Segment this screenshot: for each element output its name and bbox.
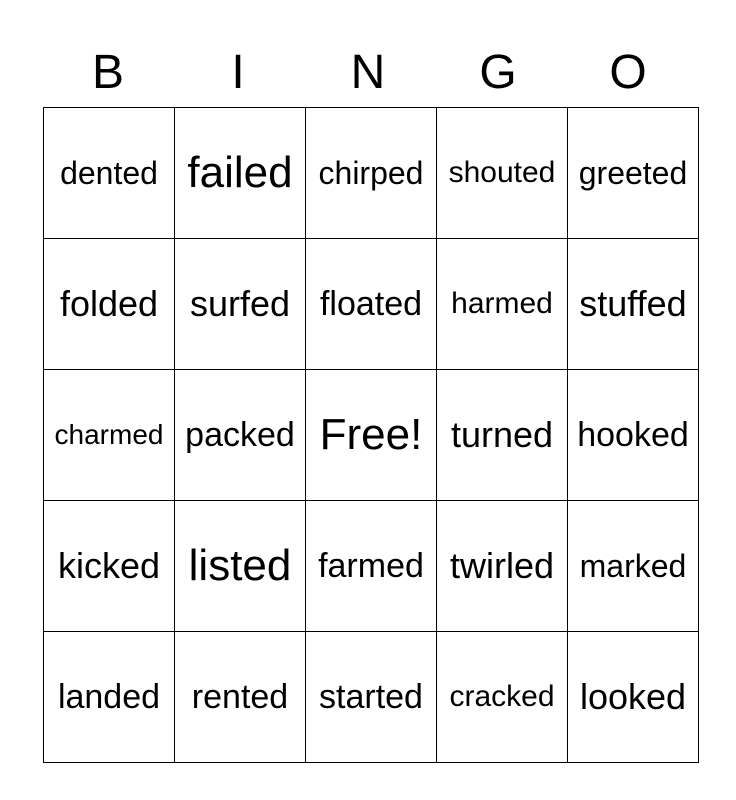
bingo-header	[43, 40, 693, 106]
bingo-cell: turned	[437, 370, 568, 501]
bingo-cell: folded	[44, 239, 175, 370]
bingo-cell: marked	[568, 501, 699, 632]
bingo-cell: greeted	[568, 108, 699, 239]
bingo-cell: kicked	[44, 501, 175, 632]
bingo-row	[44, 239, 699, 370]
bingo-cell: listed	[175, 501, 306, 632]
bingo-cell: started	[306, 632, 437, 763]
header-letter-i: I	[231, 46, 245, 99]
bingo-cell: floated	[306, 239, 437, 370]
bingo-cell: stuffed	[568, 239, 699, 370]
bingo-row	[44, 632, 699, 763]
bingo-row	[44, 108, 699, 239]
bingo-cell: cracked	[437, 632, 568, 763]
bingo-cell: twirled	[437, 501, 568, 632]
bingo-cell: shouted	[437, 108, 568, 239]
free-space: Free!	[306, 370, 437, 501]
bingo-cell: hooked	[568, 370, 699, 501]
header-letter-g: G	[479, 46, 517, 99]
bingo-cell: dented	[44, 108, 175, 239]
bingo-cell: surfed	[175, 239, 306, 370]
bingo-row	[44, 370, 699, 501]
bingo-cell: looked	[568, 632, 699, 763]
bingo-card	[43, 107, 699, 763]
header-letter-b: B	[91, 46, 124, 99]
header-letter-o: O	[609, 46, 647, 99]
bingo-cell: failed	[175, 108, 306, 239]
bingo-cell: harmed	[437, 239, 568, 370]
bingo-cell: charmed	[44, 370, 175, 501]
bingo-cell: farmed	[306, 501, 437, 632]
bingo-cell: chirped	[306, 108, 437, 239]
bingo-row	[44, 501, 699, 632]
bingo-cell: landed	[44, 632, 175, 763]
bingo-cell: packed	[175, 370, 306, 501]
bingo-cell: rented	[175, 632, 306, 763]
header-letter-n: N	[350, 46, 386, 99]
